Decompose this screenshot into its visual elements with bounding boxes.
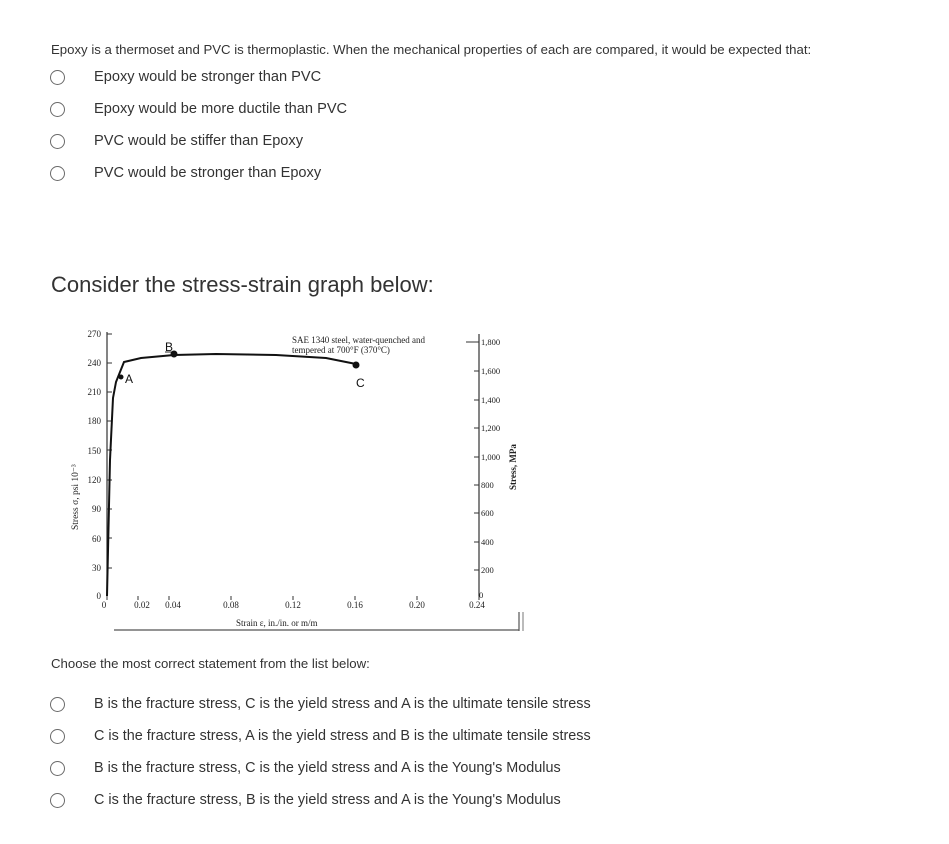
x-tick-labels [102,600,486,610]
q1-option-2[interactable] [50,93,347,125]
left-tick-label: 150 [87,446,101,456]
graph-title-line-1: SAE 1340 steel, water-quenched and [292,335,426,345]
q3-option-4-label: C is the fracture stress, B is the yield stress and A is the Young's Modulus [94,792,561,808]
q3-option-2-label: C is the fracture stress, A is the yield stress and B is the ultimate tensile stress [94,728,591,744]
x-tick-label: 0.20 [409,600,425,610]
radio-button[interactable] [50,70,65,85]
left-tick-label: 240 [87,358,101,368]
right-tick-label: 600 [481,508,494,518]
q1-option-1[interactable] [50,61,347,93]
q1-option-3[interactable] [50,125,347,157]
q1-option-1-label: Epoxy would be stronger than PVC [94,69,322,85]
right-tick-label: 200 [481,565,494,575]
point-c-marker [353,362,360,369]
left-tick-label: 210 [87,387,101,397]
right-tick-label: 0 [479,590,484,600]
right-tick-label: 400 [481,537,494,547]
right-tick-label: 1,800 [481,337,501,347]
radio-button[interactable] [50,697,65,712]
q3-option-1[interactable] [50,688,591,720]
left-tick-label: 0 [96,591,101,601]
q3-option-2[interactable] [50,720,591,752]
right-tick-label: 1,000 [481,452,501,462]
x-tick-label: 0.12 [285,600,301,610]
x-tick-label: 0.04 [165,600,181,610]
left-tick-label: 120 [87,475,101,485]
x-axis-label: Strain ε, in./in. or m/m [236,618,318,628]
right-tick-label: 1,600 [481,366,501,376]
right-tick-label: 1,200 [481,423,501,433]
question-3-options [50,688,591,816]
point-c-label: C [356,376,365,390]
q3-option-3-label: B is the fracture stress, C is the yield stress and A is the Young's Modulus [94,760,561,776]
point-b-label: B [165,340,174,354]
x-tick-label: 0.02 [134,600,150,610]
left-tick-label: 90 [92,504,101,514]
x-tick-label: 0.16 [347,600,363,610]
y-axis-label-left: Stress σ, psi 10⁻³ [71,464,81,530]
radio-button[interactable] [50,761,65,776]
x-tick-label: 0.08 [223,600,239,610]
q3-option-3[interactable] [50,752,591,784]
q3-option-1-label: B is the fracture stress, C is the yield stress and A is the ultimate tensile stress [94,696,591,712]
radio-button[interactable] [50,729,65,744]
radio-button[interactable] [50,793,65,808]
x-tick-label: 0 [101,600,107,610]
radio-button[interactable] [50,134,65,149]
right-tick-marks [474,342,479,570]
radio-button[interactable] [50,102,65,117]
q3-option-4[interactable] [50,784,591,816]
left-tick-label: 60 [92,534,101,544]
point-a-marker [119,375,124,380]
stress-strain-graph [56,320,526,632]
right-tick-labels [479,337,500,600]
q1-option-4[interactable] [50,157,347,189]
left-tick-labels [88,329,102,601]
q1-option-4-label: PVC would be stronger than Epoxy [94,165,322,181]
question-1-options [50,61,347,189]
question-2-heading: Consider the stress-strain graph below: [51,272,434,297]
left-tick-label: 270 [87,329,101,339]
point-a-label: A [125,372,134,386]
right-tick-label: 800 [481,480,494,490]
x-tick-label: 0.24 [469,600,485,610]
q1-option-2-label: Epoxy would be more ductile than PVC [94,101,348,117]
question-1-text: Epoxy is a thermoset and PVC is thermoplastic. When the mechanical properties of each are compared, it would be expected that: [51,42,812,57]
left-tick-label: 180 [87,416,101,426]
left-tick-label: 30 [92,563,101,573]
right-tick-label: 1,400 [481,395,501,405]
stress-strain-curve [107,354,356,596]
q1-option-3-label: PVC would be stiffer than Epoxy [94,133,304,149]
radio-button[interactable] [50,166,65,181]
y-axis-label-right: Stress, MPa [508,444,518,490]
question-3-text: Choose the most correct statement from the list below: [51,656,370,671]
graph-svg [56,320,526,632]
graph-title-line-2: tempered at 700°F (370°C) [292,345,390,355]
